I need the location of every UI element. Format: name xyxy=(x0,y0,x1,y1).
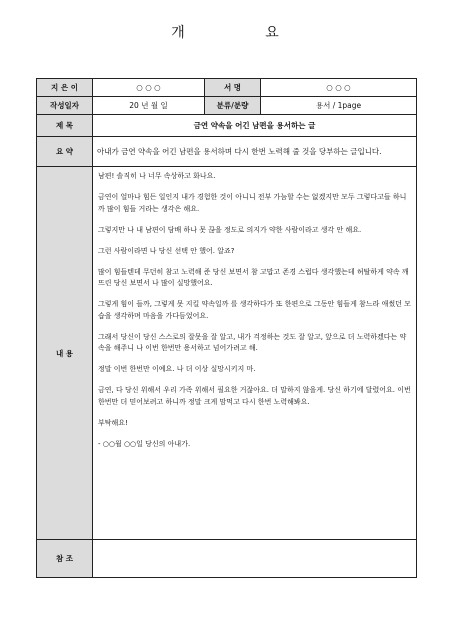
content-paragraph: 부탁해요! xyxy=(98,418,128,427)
summary-form-table xyxy=(36,78,417,578)
content-paragraph: 그렇지만 나 내 남편이 담배 하나 못 끊을 정도로 의지가 약한 사람이라고 생각 안 해요. xyxy=(98,225,362,234)
signature-value: ○ ○ ○ xyxy=(261,79,417,97)
signature-label: 서 명 xyxy=(205,79,261,97)
date-value: 20 년 월 일 xyxy=(93,97,205,115)
author-value: ○ ○ ○ xyxy=(93,79,205,97)
document-title: 금연 약속을 어긴 남편을 용서하는 글 xyxy=(93,115,417,137)
content-paragraph: 금연이 얼마나 힘든 일인지 내가 경험한 것이 아니니 전부 가늠할 수는 없겠지만 모두 그렇다고들 하니까 많이 힘들 거라는 생각은 해요. xyxy=(98,193,407,213)
content-paragraph: 정말 이번 한번만 이예요. 나 더 이상 실망시키지 마. xyxy=(98,365,256,373)
reference-value xyxy=(93,540,417,578)
content-paragraph: 그래서 당신이 당신 스스로의 잘못을 잘 알고, 내가 걱정하는 것도 잘 알고, 앞으로 더 노력하겠다는 약속을 해주니 나 이번 한번만 용서하고 넘어가려고 해. xyxy=(98,332,407,352)
reference-label: 참 조 xyxy=(37,540,93,578)
content-paragraph: 그렇게 힘이 들까, 그렇게 못 지킬 약속일까 를 생각하다가 또 한편으로 그동안 힘들게 참느라 애썼던 모습을 생각하며 마음을 가다듬었어요. xyxy=(98,300,411,320)
content-paragraph: - ○○월 ○○일 당신의 아내가. xyxy=(98,439,191,448)
category-value: 용서 / 1page xyxy=(261,97,417,115)
category-label: 분류/분량 xyxy=(205,97,261,115)
content-paragraph: 많이 힘들텐데 무던히 참고 노력해 준 당신 보면서 참 고맙고 존경 스럽다 생각했는데 허탈하게 약속 깨뜨린 당신 보면서 나 많이 실망했어요. xyxy=(98,267,409,287)
title-label: 제 목 xyxy=(37,115,93,137)
author-label: 지 은 이 xyxy=(37,79,93,97)
content-paragraph: 그런 사람이라면 나 당신 선택 안 했어. 알죠? xyxy=(98,246,235,255)
summary-text: 아내가 금연 약속을 어긴 남편을 용서하며 다시 한번 노력해 줄 것을 당부하는 글입니다. xyxy=(93,137,417,167)
content-label: 내 용 xyxy=(37,167,93,540)
content-paragraph: 금연, 다 당신 위해서 우리 가족 위해서 필요한 거잖아요. 더 말하지 않을게. 당신 하기에 달렸어요. 이번 한번만 더 믿어보려고 하니까 정말 크게 맘먹고 다시 한번 노력해봐요. xyxy=(98,386,411,406)
summary-label: 요 약 xyxy=(37,137,93,167)
date-label: 작성일자 xyxy=(37,97,93,115)
content-body xyxy=(93,167,417,540)
content-paragraph: 남편! 솔직히 나 너무 속상하고 화나요. xyxy=(98,172,216,180)
page-title: 개 요 xyxy=(171,25,317,41)
